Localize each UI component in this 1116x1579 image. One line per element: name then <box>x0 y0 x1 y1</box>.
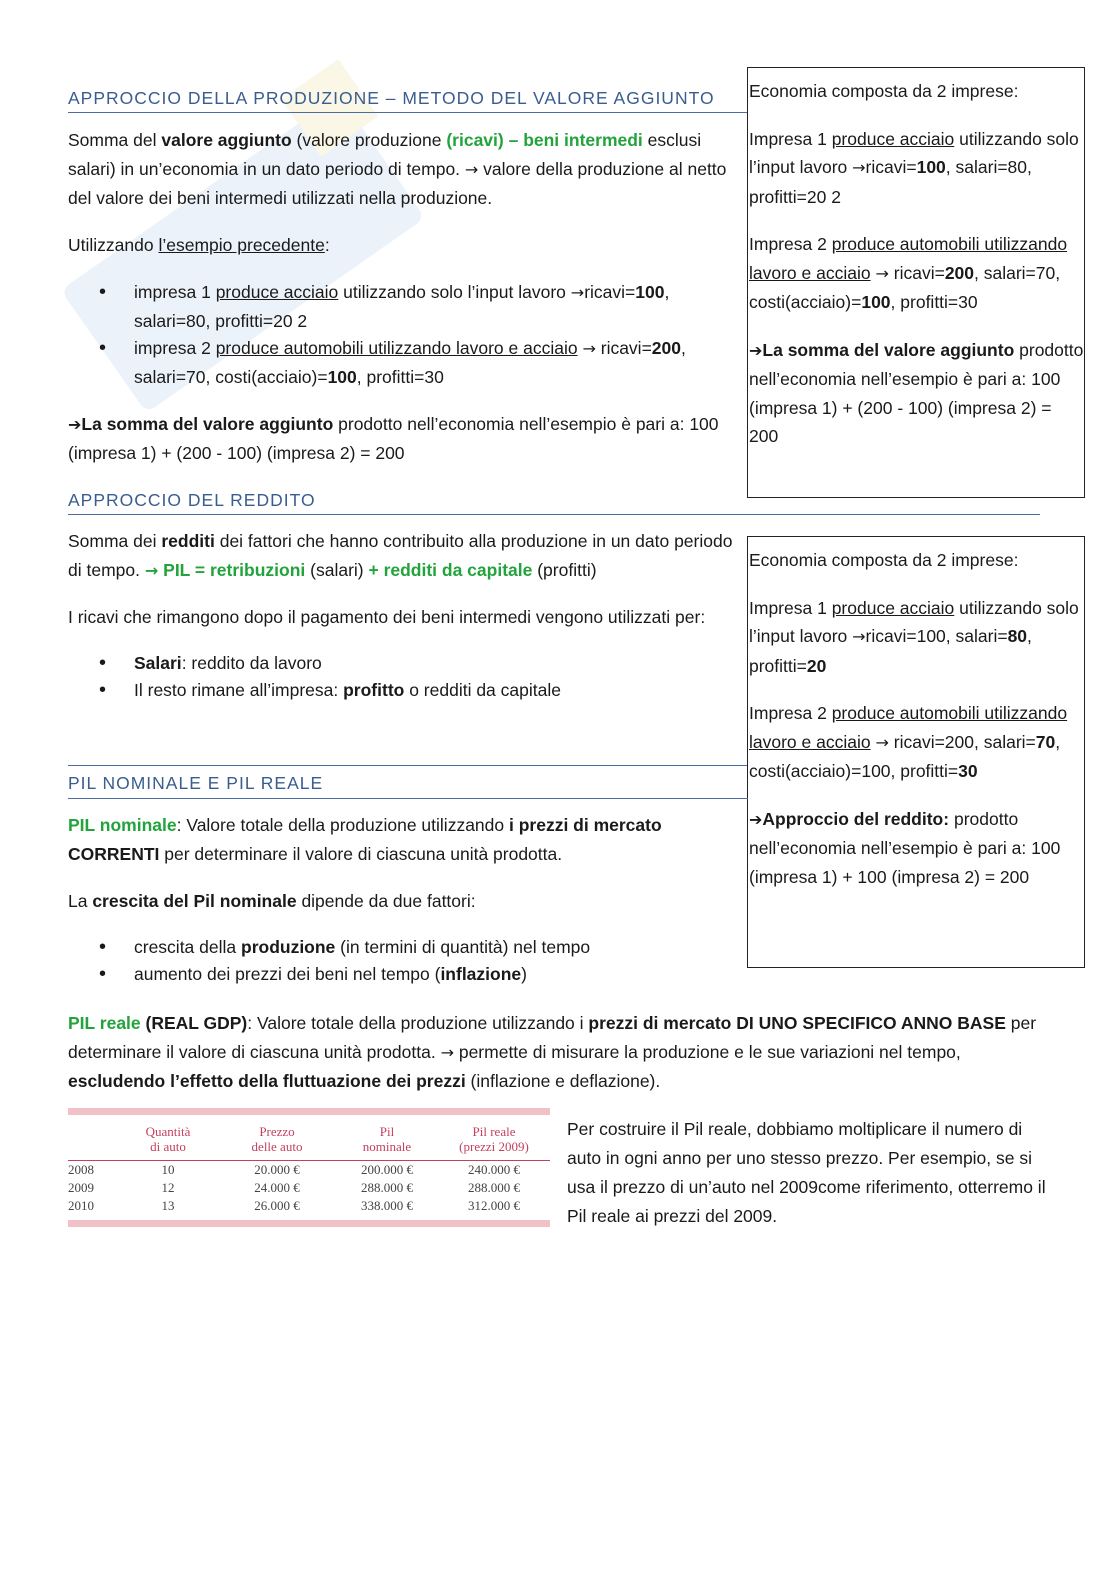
box-title: Economia composta da 2 imprese: <box>749 550 1019 570</box>
example-box-value-added <box>747 67 1085 498</box>
list-item: • crescita della produzione (in termini di quantità) nel tempo <box>68 934 740 961</box>
gdp-table <box>68 1124 550 1215</box>
list-item: • impresa 1 produce acciaio utilizzando solo l’input lavoro →ricavi=100, salari=80, profitti=20 2 <box>68 278 740 336</box>
arrow-icon: → <box>582 339 596 358</box>
section-heading-production: APPROCCIO DELLA PRODUZIONE – METODO DEL VALORE AGGIUNTO <box>68 88 715 108</box>
arrow-icon: → <box>875 263 889 283</box>
section-income-body <box>68 527 740 704</box>
table-row: 2008 10 20.000 € 200.000 € 240.000 € <box>68 1162 520 1177</box>
arrow-icon: → <box>852 158 866 177</box>
paragraph-nominal-gdp: PIL nominale: Valore totale della produzione utilizzando i prezzi di mercato CORRENTI per determinare il valore di ciascuna unità prodotta. <box>68 815 662 864</box>
gdp-table-figure <box>68 1108 550 1228</box>
list-item: • Salari: reddito da lavoro <box>68 650 740 677</box>
example-list <box>68 278 740 392</box>
box-conclusion: ➔Approccio del reddito: prodotto nell’economia nell’esempio è pari a: 100 (impresa 1) + 100 (impresa 2) = 200 <box>749 808 1061 887</box>
section-nominal-body <box>68 811 740 988</box>
box-conclusion: ➔La somma del valore aggiunto prodotto nell’economia nell’esempio è pari a: 100 (impresa 1) + (200 - 100) (impresa 2) = 200 <box>749 339 1084 446</box>
heading-underline <box>68 514 1040 515</box>
list-item: • Il resto rimane all’impresa: profitto o redditi da capitale <box>68 677 740 704</box>
box-firm-1: Impresa 1 produce acciaio utilizzando solo l’input lavoro →ricavi=100, salari=80, profitti=20 2 <box>749 128 1079 207</box>
list-item: • aumento dei prezzi dei beni nel tempo (inflazione) <box>68 961 740 988</box>
heading-underline <box>68 798 748 799</box>
table-top-band <box>68 1108 550 1115</box>
paragraph-value-added-sum: ➔La somma del valore aggiunto prodotto nell’economia nell’esempio è pari a: 100 (impresa 1) + (200 - 100) (impresa 2) = 200 <box>68 414 719 463</box>
section-heading-nominal-real: PIL NOMINALE E PIL REALE <box>68 773 324 793</box>
section-divider <box>68 765 748 766</box>
income-list <box>68 650 740 704</box>
arrow-icon: ➔ <box>749 809 763 829</box>
box-firm-2: Impresa 2 produce automobili utilizzando lavoro e acciaio → ricavi=200, salari=70, costi(acciaio)=100, profitti=30 <box>749 703 1068 781</box>
column-header: Pil reale (prezzi 2009) <box>459 1124 529 1154</box>
section-production-body <box>68 126 740 468</box>
column-header: Pil nominale <box>362 1124 412 1154</box>
example-box-income <box>747 536 1085 968</box>
paragraph-nominal-growth: La crescita del Pil nominale dipende da due fattori: <box>68 891 476 911</box>
table-row: 2010 13 26.000 € 338.000 € 312.000 € <box>68 1198 520 1213</box>
arrow-icon: → <box>852 627 866 646</box>
arrow-icon: → <box>440 1043 454 1062</box>
growth-factors-list <box>68 934 740 988</box>
paragraph-example-intro: Utilizzando l’esempio precedente: <box>68 235 330 255</box>
box-firm-2: Impresa 2 produce automobili utilizzando lavoro e acciaio → ricavi=200, salari=70, costi(acciaio)=100, profitti=30 <box>749 234 1068 312</box>
arrow-icon: → <box>570 283 585 302</box>
paragraph-real-gdp: PIL reale (REAL GDP): Valore totale della produzione utilizzando i prezzi di mercato DI UNO SPECIFICO ANNO BASE per determinare il valore di ciascuna unità prodotta. → permette di misurare la produzione e le sue variazioni nel tempo, escludendo l’effetto della fluttuazione dei prezzi (inflazione e deflazione). <box>68 1013 1037 1091</box>
arrow-icon: → <box>144 561 159 580</box>
column-header: Quantità di auto <box>145 1124 191 1154</box>
table-bottom-band <box>68 1220 550 1227</box>
box-firm-1: Impresa 1 produce acciaio utilizzando solo l’input lavoro →ricavi=100, salari=80, profitti=20 <box>749 597 1079 676</box>
box-title: Economia composta da 2 imprese: <box>749 81 1019 101</box>
list-item: • impresa 2 produce automobili utilizzando lavoro e acciaio → ricavi=200, salari=70, costi(acciaio)=100, profitti=30 <box>68 334 740 392</box>
heading-underline <box>68 112 748 113</box>
arrow-icon: → <box>875 732 889 752</box>
paragraph-revenue-use: I ricavi che rimangono dopo il pagamento dei beni intermedi vengono utilizzati per: <box>68 607 706 627</box>
paragraph-value-added: Somma del valore aggiunto (valore produzione (ricavi) – beni intermedi esclusi salari) in un’economia in un dato periodo di tempo. → valore della produzione al netto del valore dei beni intermedi utilizzati nella produzione. <box>68 130 727 208</box>
arrow-icon: → <box>464 160 479 179</box>
paragraph-income-sum: Somma dei redditi dei fattori che hanno contribuito alla produzione in un dato periodo di tempo. → PIL = retribuzioni (salari) + redditi da capitale (profitti) <box>68 531 733 580</box>
paragraph-real-gdp-explanation: Per costruire il Pil reale, dobbiamo moltiplicare il numero di auto in ogni anno per uno stesso prezzo. Per esempio, se si usa il prezzo di un’auto nel 2009come riferimento, otterremo il Pil reale ai prezzi del 2009. <box>567 1119 1046 1226</box>
arrow-icon: ➔ <box>68 415 82 434</box>
column-header: Prezzo delle auto <box>251 1124 303 1154</box>
table-header-row <box>68 1124 550 1154</box>
arrow-icon: ➔ <box>749 340 763 360</box>
section-heading-income: APPROCCIO DEL REDDITO <box>68 490 316 510</box>
table-row: 2009 12 24.000 € 288.000 € 288.000 € <box>68 1180 520 1195</box>
